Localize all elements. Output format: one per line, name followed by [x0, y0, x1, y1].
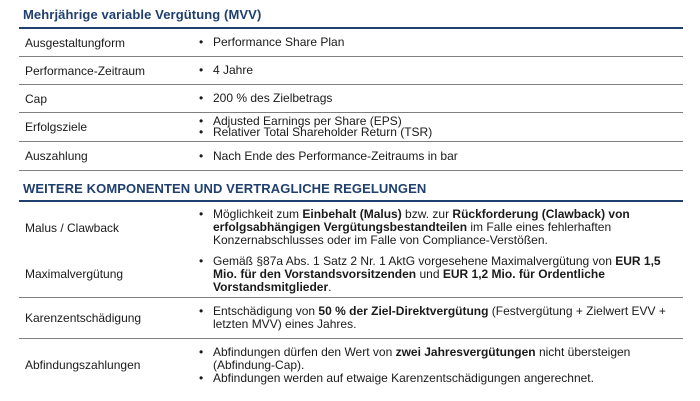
row-bullets: [197, 251, 683, 297]
table-row: [19, 298, 683, 338]
section-divider: [19, 200, 683, 202]
text: 200 % des Zielbetrags: [213, 91, 333, 105]
section-title-mvv: Mehrjährige variable Vergütung (MVV): [23, 7, 262, 22]
row-label: Cap: [25, 91, 48, 106]
table-row: [19, 142, 683, 170]
text: Abfindungen dürfen den Wert von: [213, 344, 396, 359]
text: bzw. zur: [401, 207, 453, 221]
text: Abfindungen werden auf etwaige Karenzentschädigungen angerechnet.: [213, 370, 594, 385]
text: nicht übersteigen (Abfindung-Cap).: [213, 344, 631, 372]
row-label: Ausgestaltungform: [25, 35, 126, 50]
bullet-item: [197, 372, 683, 385]
table-row: [19, 339, 683, 391]
text: im Falle eines fehlerhaften Konzernabschlusses oder im Falle von Compliance-Verstößen.: [213, 220, 612, 247]
text: Performance Share Plan: [213, 35, 345, 49]
row-label: Malus / Clawback: [25, 220, 120, 235]
bullet-item: [197, 127, 683, 139]
table-row: [19, 85, 683, 112]
row-bullets: [197, 85, 683, 112]
row-label: Karenzentschädigung: [25, 311, 142, 325]
text: (Festvergütung + Zielwert EVV + letzten MVV) eines Jahres.: [213, 304, 666, 331]
row-label: Maximalvergütung: [25, 267, 124, 281]
bold-text: EUR 1,5 Mio. für den Vorstandsvorsitzenden: [213, 253, 661, 281]
text: Möglichkeit zum: [213, 207, 303, 221]
row-bullets: [197, 29, 683, 56]
row-bullets: [197, 339, 683, 391]
bullet-item: [197, 92, 683, 105]
row-label: Abfindungszahlungen: [25, 358, 141, 372]
table-row: [19, 113, 683, 141]
text: und: [416, 266, 443, 281]
bold-text: Rückforderung (Clawback) von erfolgsabhängigen Vergütungsbestandteilen: [213, 207, 630, 234]
bullet-item: [197, 150, 683, 163]
table-row: [19, 251, 683, 297]
row-bullets: [197, 57, 683, 84]
row-bullets: [197, 298, 683, 338]
text: .: [328, 279, 332, 294]
row-label: Auszahlung: [25, 149, 88, 163]
bold-text: EUR 1,2 Mio. für Ordentliche Vorstandsmitglieder: [213, 266, 605, 294]
bullet-item: [197, 346, 683, 372]
bold-text: zwei Jahresvergütungen: [395, 344, 536, 359]
text: Adjusted Earnings per Share (EPS): [213, 113, 402, 128]
bullet-item: [197, 305, 683, 331]
text: Entschädigung von: [213, 304, 319, 318]
text: 4 Jahre: [213, 63, 254, 77]
row-bullets: [197, 204, 683, 251]
bullet-item: [197, 208, 683, 247]
section-title-further-components: WEITERE KOMPONENTEN UND VERTRAGLICHE REGELUNGEN: [23, 181, 427, 196]
bold-text: Einbehalt (Malus): [302, 207, 402, 221]
text: Nach Ende des Performance-Zeitraums in bar: [213, 148, 458, 163]
bullet-item: [197, 255, 683, 294]
bullet-item: [197, 36, 683, 49]
row-bullets: [197, 142, 683, 170]
row-divider: [19, 170, 683, 171]
row-label: Erfolgsziele: [25, 120, 88, 134]
table-row: [19, 29, 683, 56]
bold-text: 50 % der Ziel-Direktvergütung: [318, 304, 489, 318]
text: Relativer Total Shareholder Return (TSR): [213, 125, 433, 139]
table-row: [19, 204, 683, 251]
bullet-item: [197, 64, 683, 77]
text: Gemäß §87a Abs. 1 Satz 2 Nr. 1 AktG vorgesehene Maximalvergütung von: [213, 253, 616, 268]
row-label: Performance-Zeitraum: [25, 63, 146, 78]
row-bullets: [197, 113, 683, 141]
table-row: [19, 57, 683, 84]
